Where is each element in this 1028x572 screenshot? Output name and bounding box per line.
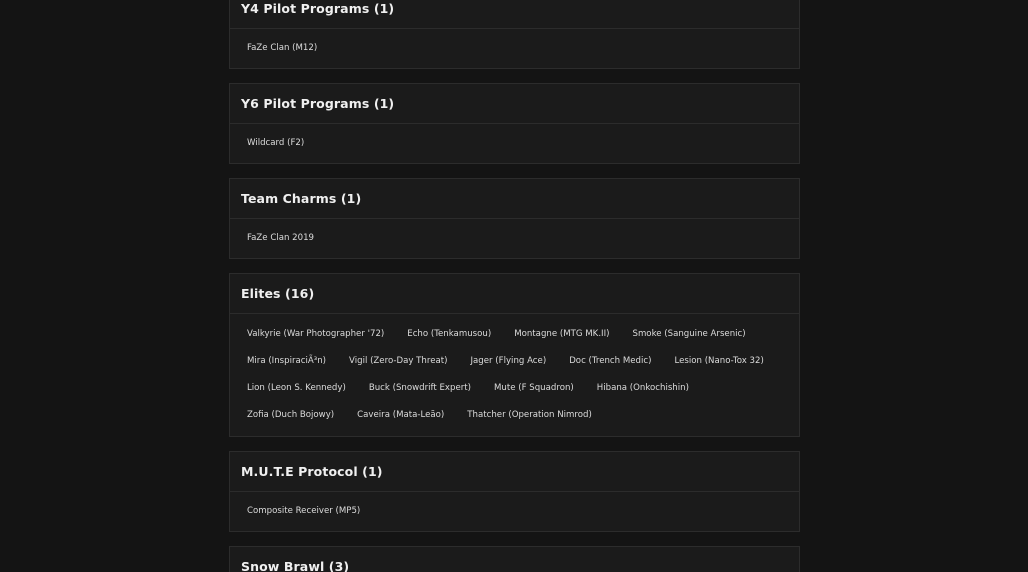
- section-header[interactable]: [230, 84, 799, 124]
- list-item[interactable]: Lesion (Nano-Tox 32): [674, 356, 764, 366]
- list-item[interactable]: Jager (Flying Ace): [470, 356, 547, 366]
- list-item[interactable]: Mute (F Squadron): [494, 383, 574, 393]
- list-item[interactable]: FaZe Clan 2019: [247, 233, 315, 243]
- section-title: Elites (16): [241, 286, 315, 301]
- list-item[interactable]: Doc (Trench Medic): [569, 356, 652, 366]
- list-item[interactable]: Valkyrie (War Photographer '72): [247, 329, 385, 339]
- section-header[interactable]: [230, 547, 799, 572]
- section-title: Y4 Pilot Programs (1): [241, 1, 395, 16]
- section-elites: [229, 273, 800, 437]
- list-item[interactable]: Wildcard (F2): [247, 138, 305, 148]
- section-snow-brawl: [229, 546, 800, 572]
- section-title: Team Charms (1): [241, 191, 362, 206]
- section-y4-pilot-programs: [229, 0, 800, 69]
- section-team-charms: [229, 178, 800, 259]
- list-item[interactable]: Montagne (MTG MK.II): [514, 329, 610, 339]
- list-item[interactable]: Echo (Tenkamusou): [407, 329, 492, 339]
- list-item[interactable]: Vigil (Zero-Day Threat): [349, 356, 448, 366]
- section-title: Y6 Pilot Programs (1): [241, 96, 395, 111]
- list-item[interactable]: Smoke (Sanguine Arsenic): [632, 329, 746, 339]
- section-mute-protocol: [229, 451, 800, 532]
- list-item[interactable]: Zofia (Duch Bojowy): [247, 410, 335, 420]
- section-header[interactable]: [230, 0, 799, 29]
- section-list: [229, 0, 800, 572]
- section-title: Snow Brawl (3): [241, 559, 350, 572]
- section-items: [230, 492, 799, 531]
- section-items: [230, 314, 799, 436]
- list-item[interactable]: Composite Receiver (MP5): [247, 506, 361, 516]
- section-items: [230, 124, 799, 163]
- section-items: [230, 219, 799, 258]
- list-item[interactable]: Hibana (Onkochishin): [596, 383, 689, 393]
- section-items: [230, 29, 799, 68]
- list-item[interactable]: Lion (Leon S. Kennedy): [247, 383, 346, 393]
- list-item[interactable]: Buck (Snowdrift Expert): [368, 383, 471, 393]
- section-header[interactable]: [230, 274, 799, 314]
- section-header[interactable]: [230, 179, 799, 219]
- list-item[interactable]: Thatcher (Operation Nimrod): [467, 410, 592, 420]
- section-y6-pilot-programs: [229, 83, 800, 164]
- section-title: M.U.T.E Protocol (1): [241, 464, 383, 479]
- list-item[interactable]: Mira (InspiraciÃ³n): [247, 356, 327, 366]
- section-header[interactable]: [230, 452, 799, 492]
- list-item[interactable]: FaZe Clan (M12): [247, 43, 318, 53]
- list-item[interactable]: Caveira (Mata-Leão): [357, 410, 445, 420]
